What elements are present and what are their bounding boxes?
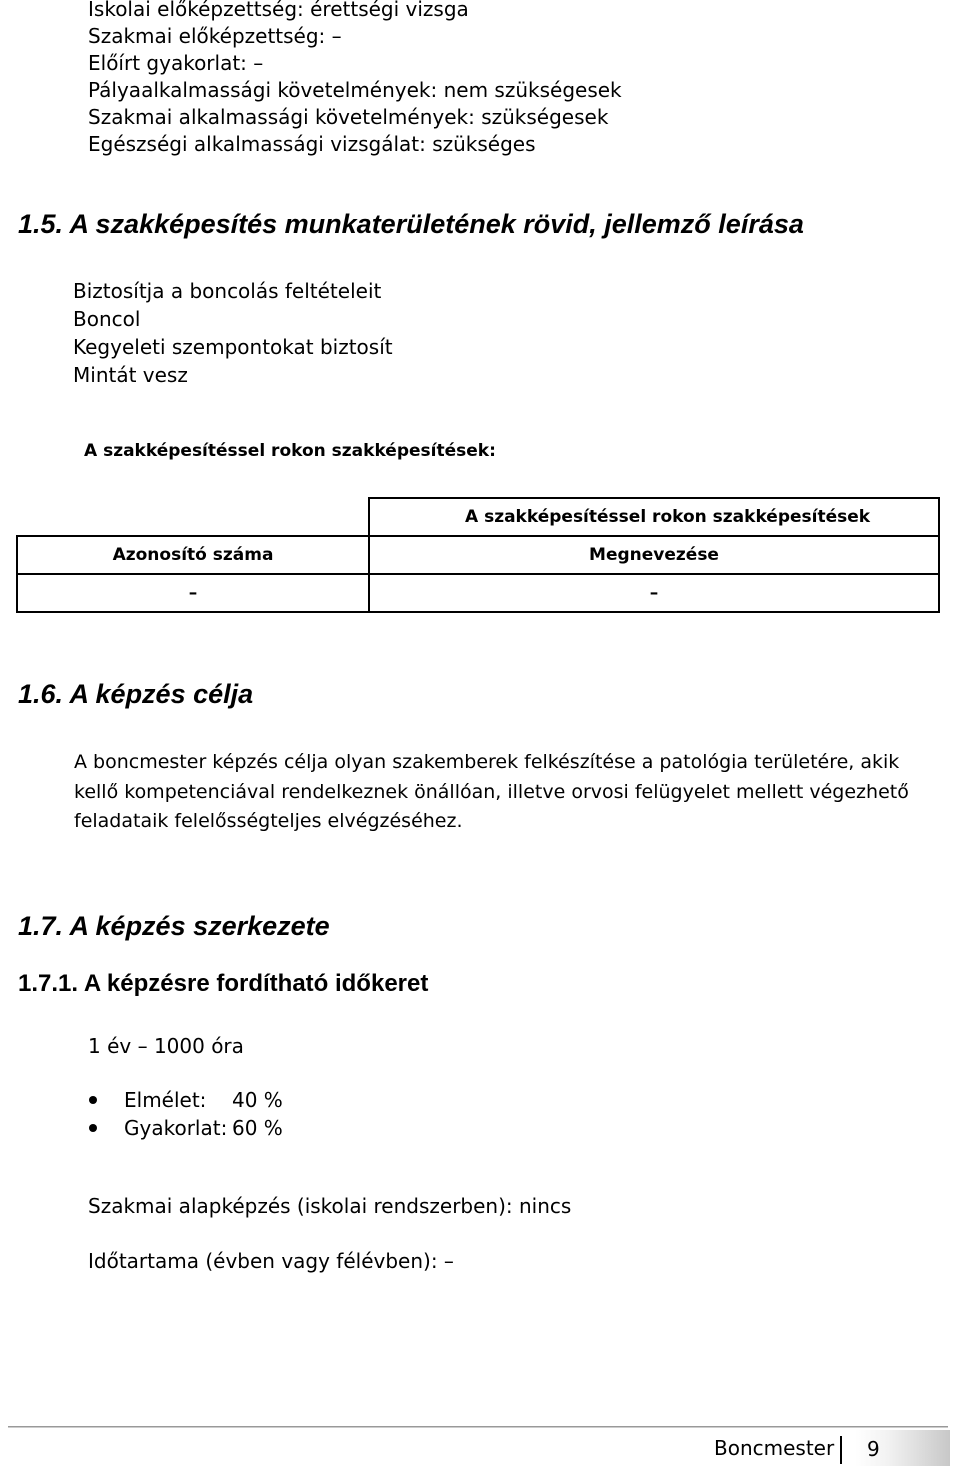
task-list (73, 277, 393, 389)
section-heading-1-7-1: 1.7.1. A képzésre fordítható időkeret (18, 970, 429, 997)
list-item (88, 1086, 283, 1114)
footer-separator (840, 1436, 842, 1464)
related-qualifications-table (16, 497, 940, 613)
page-number: 9 (855, 1430, 950, 1466)
training-goal-text: A boncmester képzés célja olyan szakemberek felkészítése a patológia területére, akik kellő kompetenciával rendelkeznek önállóan, illetve orvosi felügyelet mellett végezhető feladataik felelősségteljes elvégzéséhez. (74, 751, 909, 832)
split-value: 40 % (232, 1088, 283, 1112)
section-heading-1-6: 1.6. A képzés célja (18, 679, 254, 709)
prerequisite-item: Iskolai előképzettség: érettségi vizsga (88, 0, 469, 21)
task-item: Mintát vesz (73, 363, 188, 387)
table-title: A szakképesítéssel rokon szakképesítések (369, 498, 939, 536)
prerequisites-list (88, 0, 622, 158)
table-row (17, 574, 939, 612)
basic-training-text: Szakmai alapképzés (iskolai rendszerben): nincs (88, 1194, 572, 1218)
table-cell-name: – (369, 574, 939, 612)
bullet-icon (89, 1096, 97, 1104)
list-item (88, 1114, 283, 1142)
section-heading-1-7: 1.7. A képzés szerkezete (18, 911, 330, 941)
split-label: Gyakorlat: (124, 1116, 228, 1140)
prerequisite-item: Szakmai alkalmassági követelmények: szükségesek (88, 105, 609, 129)
prerequisite-item: Szakmai előképzettség: – (88, 24, 342, 48)
task-item: Boncol (73, 307, 141, 331)
prerequisite-item: Egészségi alkalmassági vizsgálat: szükséges (88, 132, 536, 156)
table-header-name: Megnevezése (369, 536, 939, 574)
task-item: Biztosítja a boncolás feltételeit (73, 279, 382, 303)
table-header-id: Azonosító száma (17, 536, 369, 574)
duration-text: 1 év – 1000 óra (88, 1034, 244, 1058)
time-split-list (88, 1086, 283, 1142)
footer-title: Boncmester (714, 1436, 835, 1460)
section-heading-1-5: 1.5. A szakképesítés munkaterületének rövid, jellemző leírása (18, 209, 804, 239)
related-qualifications-heading: A szakképesítéssel rokon szakképesítések: (84, 441, 496, 461)
table-cell-id: – (17, 574, 369, 612)
split-value: 60 % (232, 1116, 283, 1140)
prerequisite-item: Pályaalkalmassági követelmények: nem szükségesek (88, 78, 622, 102)
split-label: Elmélet: (124, 1088, 207, 1112)
footer-rule (8, 1426, 948, 1427)
basic-duration-text: Időtartama (évben vagy félévben): – (88, 1249, 454, 1273)
bullet-icon (89, 1124, 97, 1132)
task-item: Kegyeleti szempontokat biztosít (73, 335, 393, 359)
prerequisite-item: Előírt gyakorlat: – (88, 51, 264, 75)
